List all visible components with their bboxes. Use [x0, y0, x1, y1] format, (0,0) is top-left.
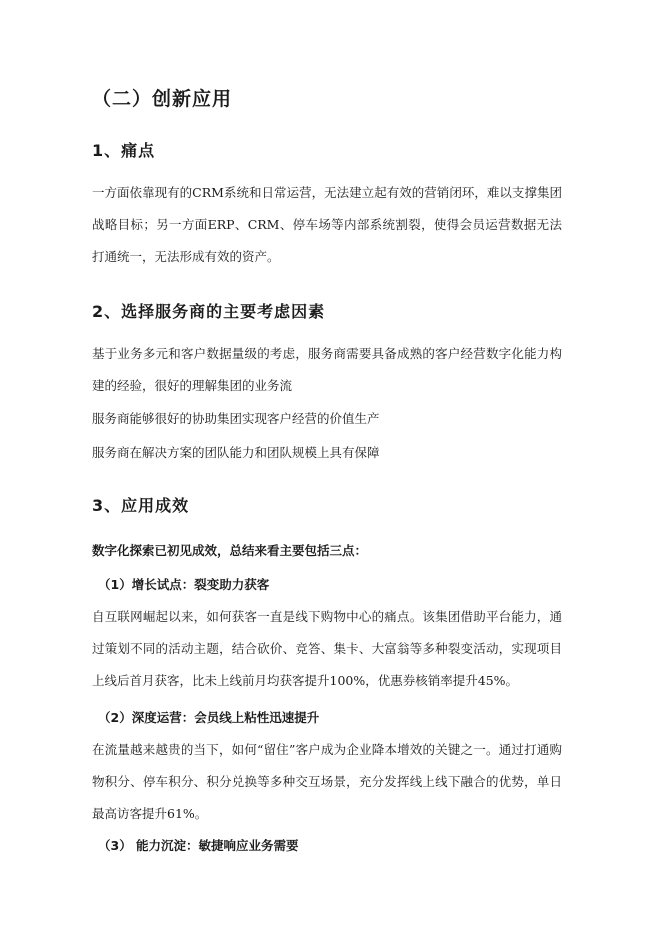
- item1-title: （1）增长试点：裂变助力获客: [98, 577, 270, 592]
- item3-title: （3） 能力沉淀：敏捷响应业务需要: [98, 838, 299, 853]
- results-summary: 数字化探索已初见成效，总结来看主要包括三点：: [92, 543, 368, 558]
- item2-text: 在流量越来越贵的当下，如何“留住”客户成为企业降本增效的关键之一。通过打通购物积分、停车积分、积分兑换等多种交互场景，充分发挥线上线下融合的优势，单日最高访客提升61%。: [92, 742, 562, 821]
- section-title: （二）创新应用: [92, 88, 233, 110]
- vendor-selection-paragraph: 基于业务多元和客户数据量级的考虑，服务商需要具备成熟的客户经营数字化能力构建的经验，很好的理解集团的业务流: [92, 346, 562, 393]
- vendor-selection-heading: 2、选择服务商的主要考虑因素: [92, 302, 326, 321]
- vendor-selection-line-2: 服务商能够很好的协助集团实现客户经营的价值生产: [92, 411, 380, 426]
- vendor-selection-line-3: 服务商在解决方案的团队能力和团队规模上具有保障: [92, 445, 380, 460]
- pain-points-heading: 1、痛点: [92, 141, 156, 160]
- item2-title: （2）深度运营：会员线上粘性迅速提升: [98, 710, 320, 725]
- results-heading: 3、应用成效: [92, 496, 190, 515]
- item1-text: 自互联网崛起以来，如何获客一直是线下购物中心的痛点。该集团借助平台能力，通过策划不同的活动主题，结合砍价、竞答、集卡、大富翁等多种裂变活动，实现项目上线后首月获客，比未上线前月均获客提升100%，优惠券核销率提升45%。: [92, 609, 562, 688]
- pain-points-text: 一方面依靠现有的CRM系统和日常运营，无法建立起有效的营销闭环，难以支撑集团战略目标；另一方面ERP、CRM、停车场等内部系统割裂，使得会员运营数据无法打通统一，无法形成有效的资产。: [92, 185, 562, 264]
